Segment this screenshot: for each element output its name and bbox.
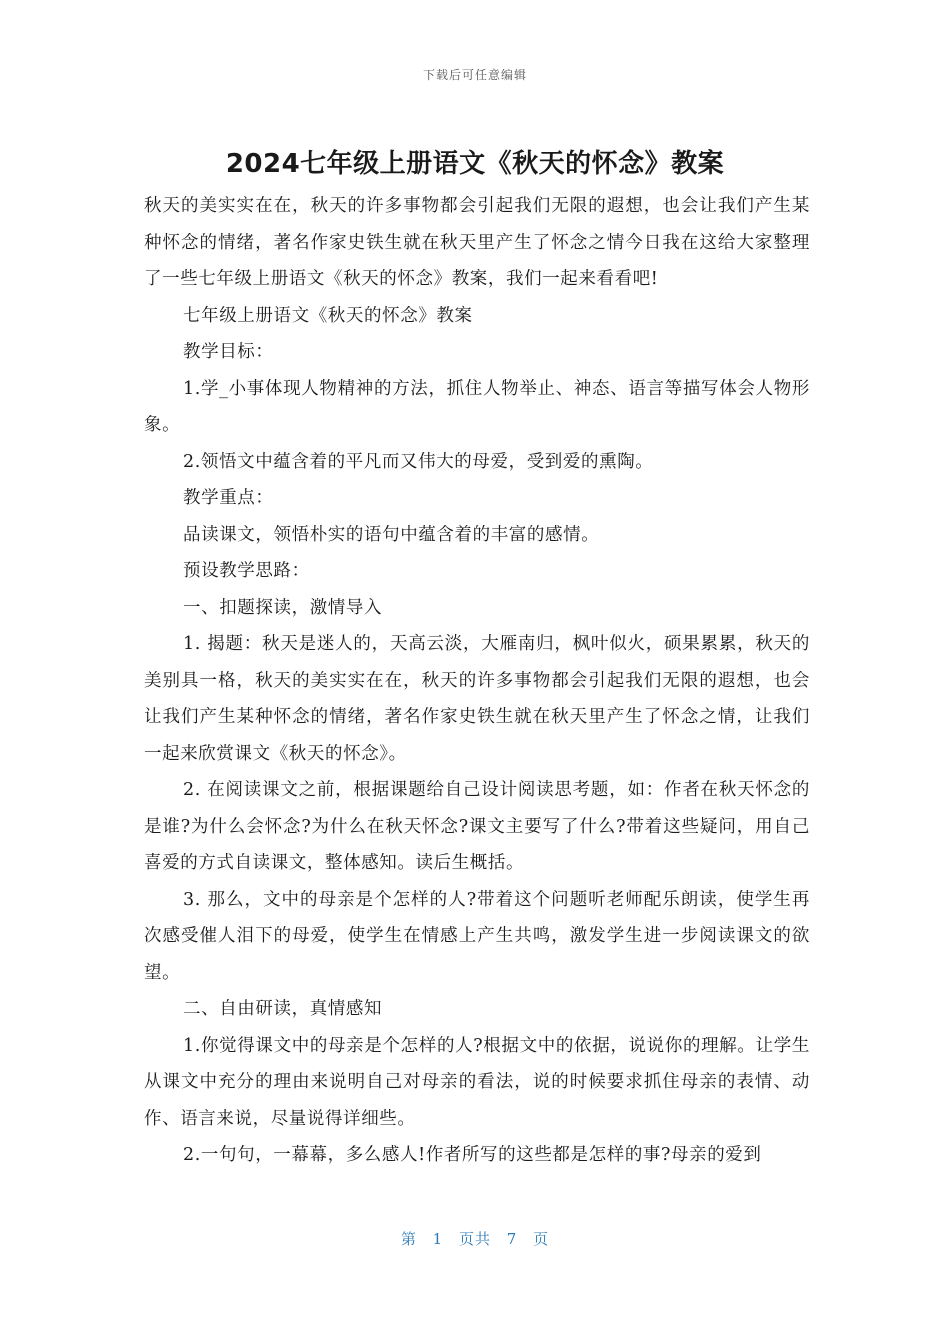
paragraph-section-1: 一、扣题探读，激情导入 bbox=[183, 597, 383, 618]
paragraph-intro: 秋天的美实实在在，秋天的许多事物都会引起我们无限的遐想，也会让我们产生某种怀念的情绪，著名作家史铁生就在秋天里产生了怀念之情今日我在这给大家整理了一些七年级上册语文《秋天的怀念》教案，我们一起来看看吧! bbox=[144, 196, 810, 289]
paragraph-step-1-3: 3. 那么，文中的母亲是个怎样的人?带着这个问题听老师配乐朗读，使学生再次感受催人泪下的母爱，使学生在情感上产生共鸣，激发学生进一步阅读课文的欲望。 bbox=[144, 889, 810, 983]
footer-current-page: 1 bbox=[432, 1230, 444, 1248]
footer-total-pages: 7 bbox=[506, 1230, 518, 1248]
paragraph-step-1-2: 2. 在阅读课文之前，根据课题给自己设计阅读思考题，如：作者在秋天怀念的是谁?为什么会怀念?为什么在秋天怀念?课文主要写了什么?带着这些疑问，用自己喜爱的方式自读课文，整体感知。读后生概括。 bbox=[144, 780, 810, 873]
paragraph-heading-objectives: 教学目标： bbox=[183, 342, 274, 362]
paragraph-focus: 品读课文，领悟朴实的语句中蕴含着的丰富的感情。 bbox=[183, 524, 600, 545]
paragraph-section-2: 二、自由研读，真情感知 bbox=[183, 999, 383, 1019]
paragraph-heading-approach: 预设教学思路： bbox=[183, 561, 310, 581]
page-footer bbox=[0, 1228, 950, 1249]
paragraph-step-1-1: 1. 揭题：秋天是迷人的，天高云淡，大雁南归，枫叶似火，硕果累累，秋天的美别具一格，秋天的美实实在在，秋天的许多事物都会引起我们无限的遐想，也会让我们产生某种怀念的情绪，著名作家史铁生就在秋天里产生了怀念之情，让我们一起来欣赏课文《秋天的怀念》。 bbox=[144, 634, 810, 764]
paragraph-subtitle: 七年级上册语文《秋天的怀念》教案 bbox=[183, 305, 473, 326]
footer-word-page: 第 bbox=[400, 1230, 417, 1248]
footer-word-page-end: 页 bbox=[533, 1230, 550, 1248]
paragraph-step-2-1: 1.你觉得课文中的母亲是个怎样的人?根据文中的依据，说说你的理解。让学生从课文中充分的理由来说明自己对母亲的看法，说的时候要求抓住母亲的表情、动作、语言来说，尽量说得详细些。 bbox=[144, 1035, 810, 1129]
paragraph-objective-1: 1.学_小事体现人物精神的方法，抓住人物举止、神态、语言等描写体会人物形象。 bbox=[144, 378, 810, 435]
paragraph-objective-2: 2.领悟文中蕴含着的平凡而又伟大的母爱，受到爱的熏陶。 bbox=[183, 451, 654, 472]
footer-word-of: 页共 bbox=[458, 1230, 491, 1248]
paragraph-step-2-2: 2.一句句，一幕幕，多么感人!作者所写的这些都是怎样的事?母亲的爱到 bbox=[183, 1145, 762, 1165]
paragraph-heading-focus: 教学重点： bbox=[183, 488, 274, 508]
page-header-note: 下载后可任意编辑 bbox=[422, 68, 527, 82]
document-body bbox=[144, 188, 810, 1174]
document-title: 2024七年级上册语文《秋天的怀念》教案 bbox=[225, 149, 725, 179]
